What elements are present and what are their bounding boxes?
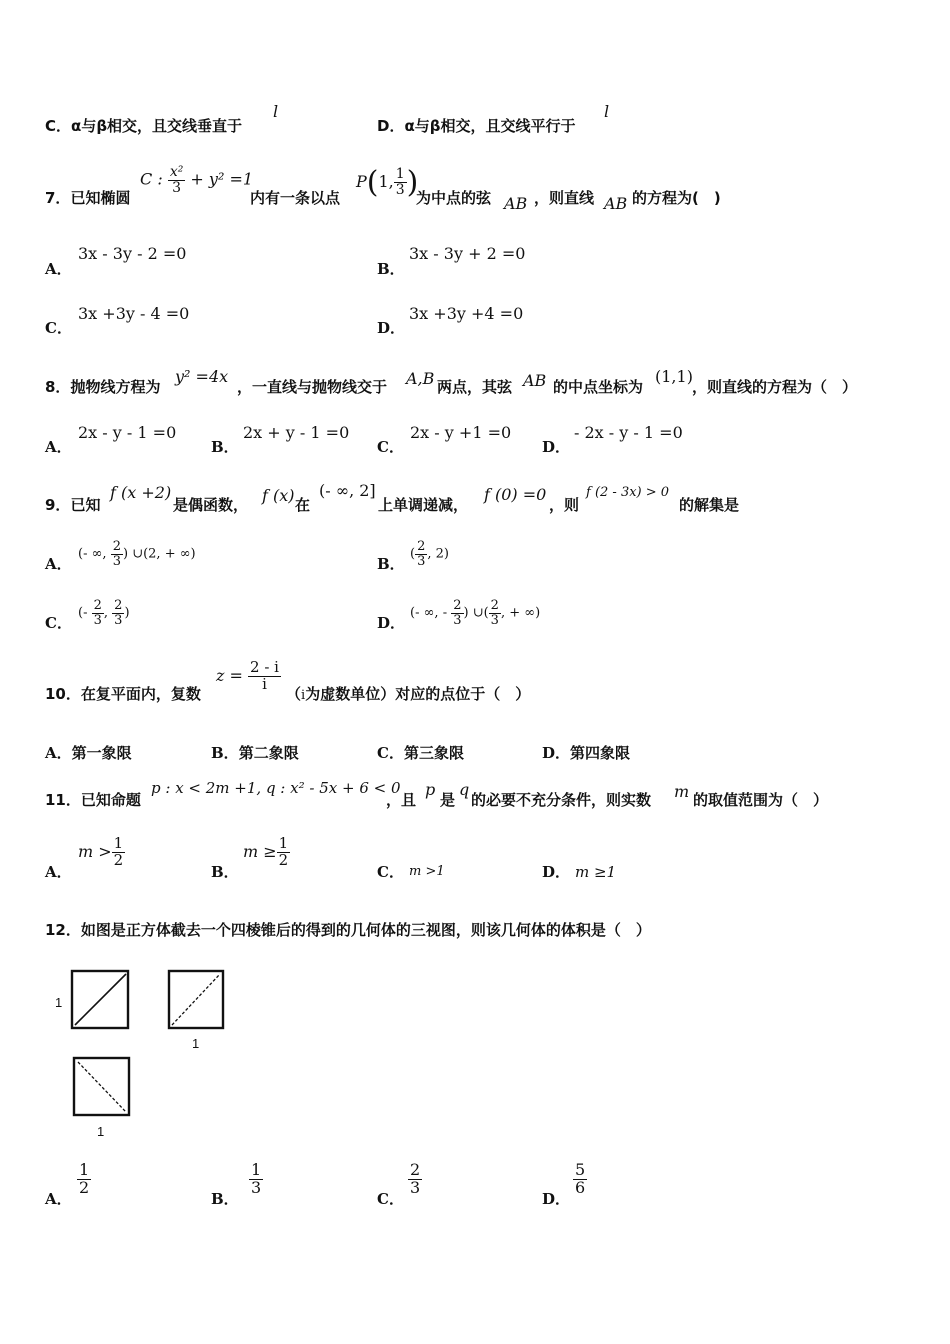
q9-d-mid: ) ∪(: [463, 605, 489, 621]
q9-d-num2: 2: [490, 598, 499, 613]
q9-a-post: ) ∪(2, + ∞): [122, 546, 196, 562]
q7-point-den: 3: [395, 182, 405, 198]
q10-text-1: 在复平面内，复数: [80, 685, 201, 703]
q11-stem-start: [45, 789, 141, 810]
q12-option-b-label[interactable]: B．: [211, 1190, 239, 1208]
q11-m: m: [674, 782, 690, 801]
q11-text-4: 的必要不充分条件，则实数: [471, 791, 652, 809]
q7-point-num: 1: [395, 166, 405, 183]
q10-option-b[interactable]: [211, 742, 299, 763]
q10-option-d-label: D．: [542, 744, 571, 762]
q11-q: q: [459, 780, 470, 799]
q6-option-d[interactable]: [377, 115, 576, 136]
q11-option-c-label[interactable]: C．: [377, 863, 404, 881]
q8-text-1: 抛物线方程为: [70, 378, 161, 396]
q9-option-d-expr: [410, 599, 540, 627]
q9-option-b-label[interactable]: B．: [377, 555, 405, 573]
q11-text-5: 的取值范围为（ ）: [693, 791, 829, 809]
q7-point-label: P: [356, 172, 367, 191]
q10-z: z =: [216, 665, 243, 685]
q11-a-fraction: [112, 836, 126, 869]
q12-b-den: 3: [251, 1177, 262, 1197]
q8-stem-start: [45, 376, 160, 397]
q11-option-b-expr: [243, 836, 290, 869]
q11-b-pre: m ≥: [243, 841, 277, 861]
q12-a-den: 2: [79, 1177, 90, 1197]
q9-b-pre: (: [410, 546, 416, 562]
q12-text: 如图是正方体截去一个四棱锥后的得到的几何体的三视图，则该几何体的体积是（ ）: [80, 921, 651, 939]
q7-text-5: 的方程为( ): [632, 189, 721, 207]
top-view: [74, 1058, 129, 1115]
q12-option-c-label[interactable]: C．: [377, 1190, 404, 1208]
q9-option-c-expr: [78, 599, 130, 627]
q10-option-d-text: 第四象限: [570, 744, 631, 762]
q9-c-den: 3: [93, 612, 102, 628]
q8-option-c-label[interactable]: C．: [377, 438, 404, 456]
q9-c-den2: 3: [114, 612, 123, 628]
q9-option-a-expr: [78, 540, 196, 568]
q9-b-num: 2: [417, 539, 426, 554]
q8-text-5: ，则直线的方程为（ ）: [692, 378, 858, 396]
q9-number: 9．: [45, 496, 71, 514]
q9-a-pre: (- ∞,: [78, 546, 111, 562]
q12-b-fraction: [249, 1162, 263, 1197]
q10-option-c-label: C．: [377, 744, 404, 762]
q7-option-d-eq: 3x +3y +4 =0: [409, 304, 524, 323]
q9-text-2: 是偶函数，: [173, 496, 249, 514]
q12-option-c-value: [408, 1162, 422, 1197]
q10-numerator: 2 - i: [250, 658, 279, 676]
q12-d-den: 6: [575, 1177, 586, 1197]
q9-interval: (- ∞, 2]: [319, 481, 376, 500]
q12-option-a-value: [77, 1162, 91, 1197]
side-view-label: 1: [192, 1036, 200, 1051]
q11-a-num: 1: [113, 834, 124, 852]
q7-option-a-label[interactable]: A．: [45, 260, 72, 278]
q7-ellipse-equation: [140, 165, 253, 195]
q6-option-c-text: α与β相交，且交线垂直于: [71, 117, 243, 135]
q8-option-d-eq: - 2x - y - 1 =0: [574, 423, 683, 442]
q9-c-pre: (-: [78, 605, 92, 621]
q11-text-3: 是: [440, 791, 456, 809]
q7-text-4: ，则直线: [534, 189, 595, 207]
q11-b-num: 1: [278, 834, 289, 852]
q12-c-fraction: [408, 1162, 422, 1197]
q9-a-num: 2: [112, 539, 121, 554]
q8-text-3: 两点，其弦: [437, 378, 513, 396]
q9-text-1: 已知: [70, 496, 101, 514]
q7-ellipse-left: C :: [140, 169, 163, 189]
q9-stem-start: [45, 494, 100, 515]
top-view-label: 1: [97, 1124, 105, 1139]
q10-i: i: [301, 688, 306, 703]
q11-option-b-label[interactable]: B．: [211, 863, 239, 881]
q9-inequality: f (2 - 3x) > 0: [586, 485, 670, 500]
q11-option-c-expr: m >1: [409, 864, 445, 879]
q11-option-a-expr: [78, 836, 125, 869]
q12-b-num: 1: [251, 1160, 262, 1179]
q8-text-4: 的中点坐标为: [553, 378, 644, 396]
q8-midpoint: (1,1): [655, 367, 693, 386]
q7-number: 7．: [45, 189, 71, 207]
q7-option-c-label[interactable]: C．: [45, 319, 72, 337]
q9-b-den: 3: [417, 553, 426, 569]
q10-denominator: i: [262, 674, 267, 693]
q7-text-2: 内有一条以点: [250, 189, 341, 207]
q10-paren: （: [286, 685, 302, 703]
q12-three-view-figure: [50, 962, 240, 1142]
q8-text-2: ，一直线与抛物线交于: [237, 378, 388, 396]
q9-option-c-label[interactable]: C．: [45, 614, 72, 632]
front-view-label: 1: [55, 995, 63, 1010]
q12-a-fraction: [77, 1162, 91, 1197]
q9-c-post: ): [124, 605, 130, 621]
q11-a-pre: m >: [78, 841, 112, 861]
q9-c-mid: ,: [103, 605, 113, 621]
q7-ellipse-right: + y² =1: [190, 169, 254, 189]
q7-option-d-label[interactable]: D．: [377, 319, 406, 337]
q9-text-3: 在: [295, 496, 311, 514]
q9-c-num: 2: [93, 598, 102, 613]
top-view-dashed-diagonal: [78, 1062, 126, 1112]
q7-ellipse-fraction: [168, 165, 186, 195]
q12-d-num: 5: [575, 1160, 586, 1179]
q6-option-d-var: l: [604, 102, 610, 121]
q12-option-d-value: [573, 1162, 587, 1197]
q9-d-den2: 3: [490, 612, 499, 628]
q9-c-fraction-2: [112, 599, 124, 627]
q9-d-fraction-2: [489, 599, 501, 627]
q8-parabola: y² =4x: [175, 367, 229, 386]
q7-ellipse-den: 3: [172, 179, 182, 196]
q9-text-5: ，则: [549, 496, 580, 514]
q8-option-b-label[interactable]: B．: [211, 438, 239, 456]
q8-option-c-eq: 2x - y +1 =0: [410, 423, 512, 442]
q7-chord: AB: [504, 194, 528, 213]
q10-stem-start: [45, 683, 201, 704]
q9-text-6: 的解集是: [679, 496, 740, 514]
q7-point-a: 1,: [378, 172, 394, 191]
q10-fraction: [248, 660, 281, 693]
q8-option-b-eq: 2x + y - 1 =0: [243, 423, 350, 442]
q10-text-3: 为虚数单位）对应的点位于（ ）: [305, 685, 531, 703]
q12-number: 12．: [45, 921, 81, 939]
q9-d-pre: (- ∞, -: [410, 605, 452, 621]
q7-ellipse-num: x²: [169, 164, 184, 180]
q11-number: 11．: [45, 791, 81, 809]
q12-c-num: 2: [410, 1160, 421, 1179]
q9-f1: f (x +2): [110, 483, 172, 502]
q6-option-d-label: D．: [377, 117, 405, 135]
q12-option-d-label[interactable]: D．: [542, 1190, 571, 1208]
q8-option-a-label[interactable]: A．: [45, 438, 72, 456]
q10-number: 10．: [45, 685, 81, 703]
q9-f2: f (x): [262, 486, 295, 505]
q11-option-d-expr: m ≥1: [575, 863, 617, 881]
q10-option-a-text: 第一象限: [71, 744, 132, 762]
q12-d-fraction: [573, 1162, 587, 1197]
q8-chord: AB: [523, 371, 547, 390]
q8-option-d-label[interactable]: D．: [542, 438, 571, 456]
q10-option-a-label: A．: [45, 744, 72, 762]
q9-d-num: 2: [453, 598, 462, 613]
q7-text-1: 已知椭圆: [70, 189, 131, 207]
q9-b-fraction: [415, 540, 427, 568]
q7-option-a-eq: 3x - 3y - 2 =0: [78, 244, 187, 263]
q6-option-c[interactable]: [45, 115, 242, 136]
q10-option-b-text: 第二象限: [238, 744, 299, 762]
q8-option-a-eq: 2x - y - 1 =0: [78, 423, 177, 442]
q9-option-d-label[interactable]: D．: [377, 614, 406, 632]
q9-a-fraction: [111, 540, 123, 568]
q6-option-d-text: α与β相交，且交线平行于: [404, 117, 576, 135]
q7-point-fraction: [394, 167, 407, 197]
q11-text-2: ，且: [386, 791, 417, 809]
q11-option-d-label[interactable]: D．: [542, 863, 571, 881]
q9-c-fraction-1: [92, 599, 104, 627]
q11-proposition: p : x < 2m +1, q : x² - 5x + 6 < 0: [151, 779, 401, 797]
q8-points: A,B: [406, 369, 435, 388]
q10-option-c[interactable]: [377, 742, 464, 763]
q9-d-den: 3: [453, 612, 462, 628]
q9-f3: f (0) =0: [484, 485, 547, 504]
q7-text-3: 为中点的弦: [416, 189, 492, 207]
side-view-dashed-diagonal: [172, 974, 220, 1025]
q12-option-a-label[interactable]: A．: [45, 1190, 72, 1208]
q12-a-num: 1: [79, 1160, 90, 1179]
q10-option-d[interactable]: [542, 742, 630, 763]
q7-option-c-eq: 3x +3y - 4 =0: [78, 304, 190, 323]
q10-option-c-text: 第三象限: [403, 744, 464, 762]
q12-option-b-value: [249, 1162, 263, 1197]
q9-c-num2: 2: [114, 598, 123, 613]
q10-text-2: [286, 683, 530, 704]
q10-complex-number: [216, 660, 281, 693]
front-view: [72, 971, 128, 1028]
q7-point: P(1, $\frac{1}{3}$ ): [356, 165, 419, 200]
q9-option-a-label[interactable]: A．: [45, 555, 72, 573]
q11-p: p: [425, 780, 436, 799]
front-view-diagonal: [75, 974, 126, 1025]
q9-d-post: , + ∞): [500, 605, 541, 621]
q11-b-fraction: [277, 836, 291, 869]
q12-c-den: 3: [410, 1177, 421, 1197]
q6-option-c-label: C．: [45, 117, 72, 135]
q9-d-fraction-1: [451, 599, 463, 627]
q11-a-den: 2: [113, 850, 124, 869]
q8-number: 8．: [45, 378, 71, 396]
q10-option-a[interactable]: [45, 742, 132, 763]
q11-option-a-label[interactable]: A．: [45, 863, 72, 881]
side-view: [169, 971, 223, 1028]
q9-text-4: 上单调递减，: [378, 496, 469, 514]
q9-b-post: , 2): [427, 546, 449, 562]
q6-option-c-var: l: [273, 102, 279, 121]
q7-option-b-label[interactable]: B．: [377, 260, 405, 278]
q7-stem-start: [45, 187, 130, 208]
q7-line: AB: [604, 194, 628, 213]
q9-option-b-expr: [410, 540, 449, 568]
q12-stem: [45, 919, 651, 940]
q11-text-1: 已知命题: [80, 791, 141, 809]
q10-option-b-label: B．: [211, 744, 239, 762]
q7-option-b-eq: 3x - 3y + 2 =0: [409, 244, 526, 263]
q9-a-den: 3: [112, 553, 121, 569]
q11-b-den: 2: [278, 850, 289, 869]
